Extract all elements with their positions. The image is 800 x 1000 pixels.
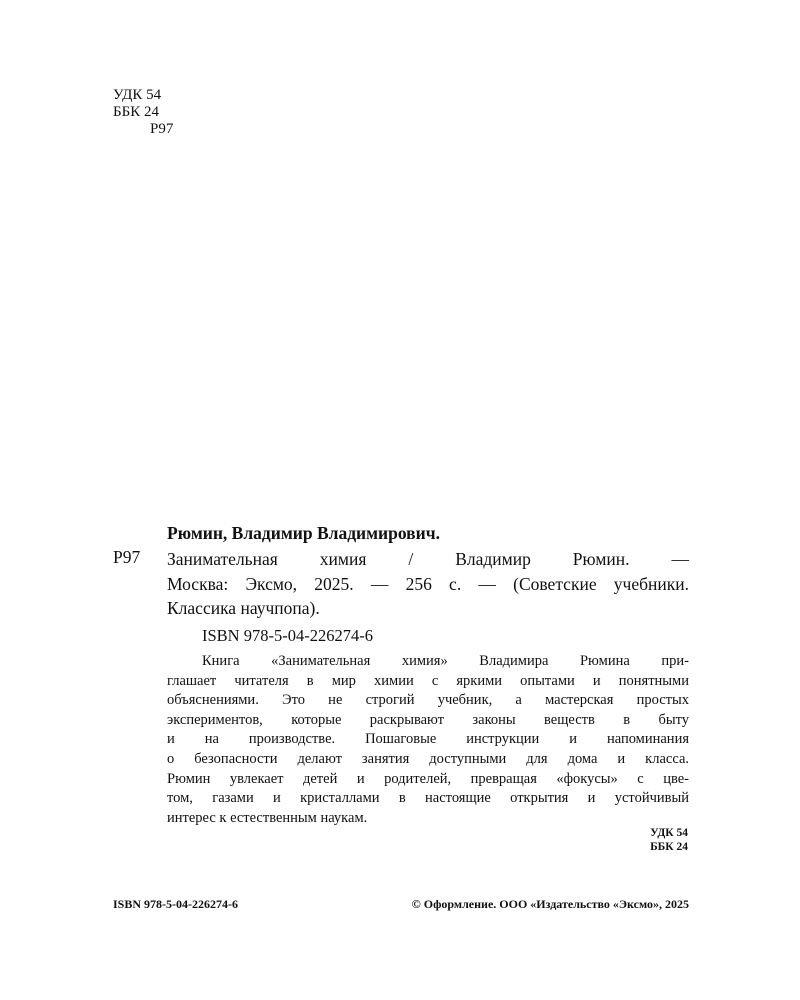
author-heading: Рюмин, Владимир Владимирович. xyxy=(167,523,440,543)
footer-isbn: ISBN 978-5-04-226274-6 xyxy=(113,897,238,911)
annotation-line: том, газами и кристаллами в настоящие открытия и устойчивый xyxy=(167,790,689,807)
classification-codes-top xyxy=(113,87,173,138)
bibliographic-description xyxy=(167,547,689,621)
annotation-line: глашает читателя в мир химии с яркими опытами и понятными xyxy=(167,672,689,689)
annotation-line: интерес к естественным наукам. xyxy=(167,809,368,826)
classification-codes-bottom xyxy=(650,826,688,854)
bbk-code-bottom: ББК 24 xyxy=(650,841,688,853)
bbk-code: ББК 24 xyxy=(113,104,159,120)
bib-line: Москва: Эксмо, 2025. — 256 с. — (Советские учебники. xyxy=(167,573,689,594)
author-mark-code: Р97 xyxy=(150,121,174,137)
annotation-line: о безопасности делают занятия доступными для дома и класса. xyxy=(167,750,689,767)
annotation-line: Рюмин увлекает детей и родителей, превращая «фокусы» с цве- xyxy=(167,770,689,787)
footer-copyright: © Оформление. ООО «Издательство «Эксмо», 2025 xyxy=(411,897,689,911)
udk-code-bottom: УДК 54 xyxy=(650,827,688,839)
bib-line: Занимательная химия / Владимир Рюмин. — xyxy=(167,549,689,569)
annotation-line: объяснениями. Это не строгий учебник, а мастерская простых xyxy=(167,692,689,709)
udk-code: УДК 54 xyxy=(113,87,162,103)
annotation-line: Книга «Занимательная химия» Владимира Рюмина при- xyxy=(202,653,689,669)
annotation-line: экспериментов, которые раскрывают законы веществ в быту xyxy=(167,711,689,728)
bib-line: Классика научпопа). xyxy=(167,598,320,618)
author-mark: Р97 xyxy=(113,547,141,567)
isbn-record: ISBN 978-5-04-226274-6 xyxy=(202,626,373,645)
annotation xyxy=(167,652,689,828)
annotation-line: и на производстве. Пошаговые инструкции и напоминания xyxy=(167,731,689,748)
